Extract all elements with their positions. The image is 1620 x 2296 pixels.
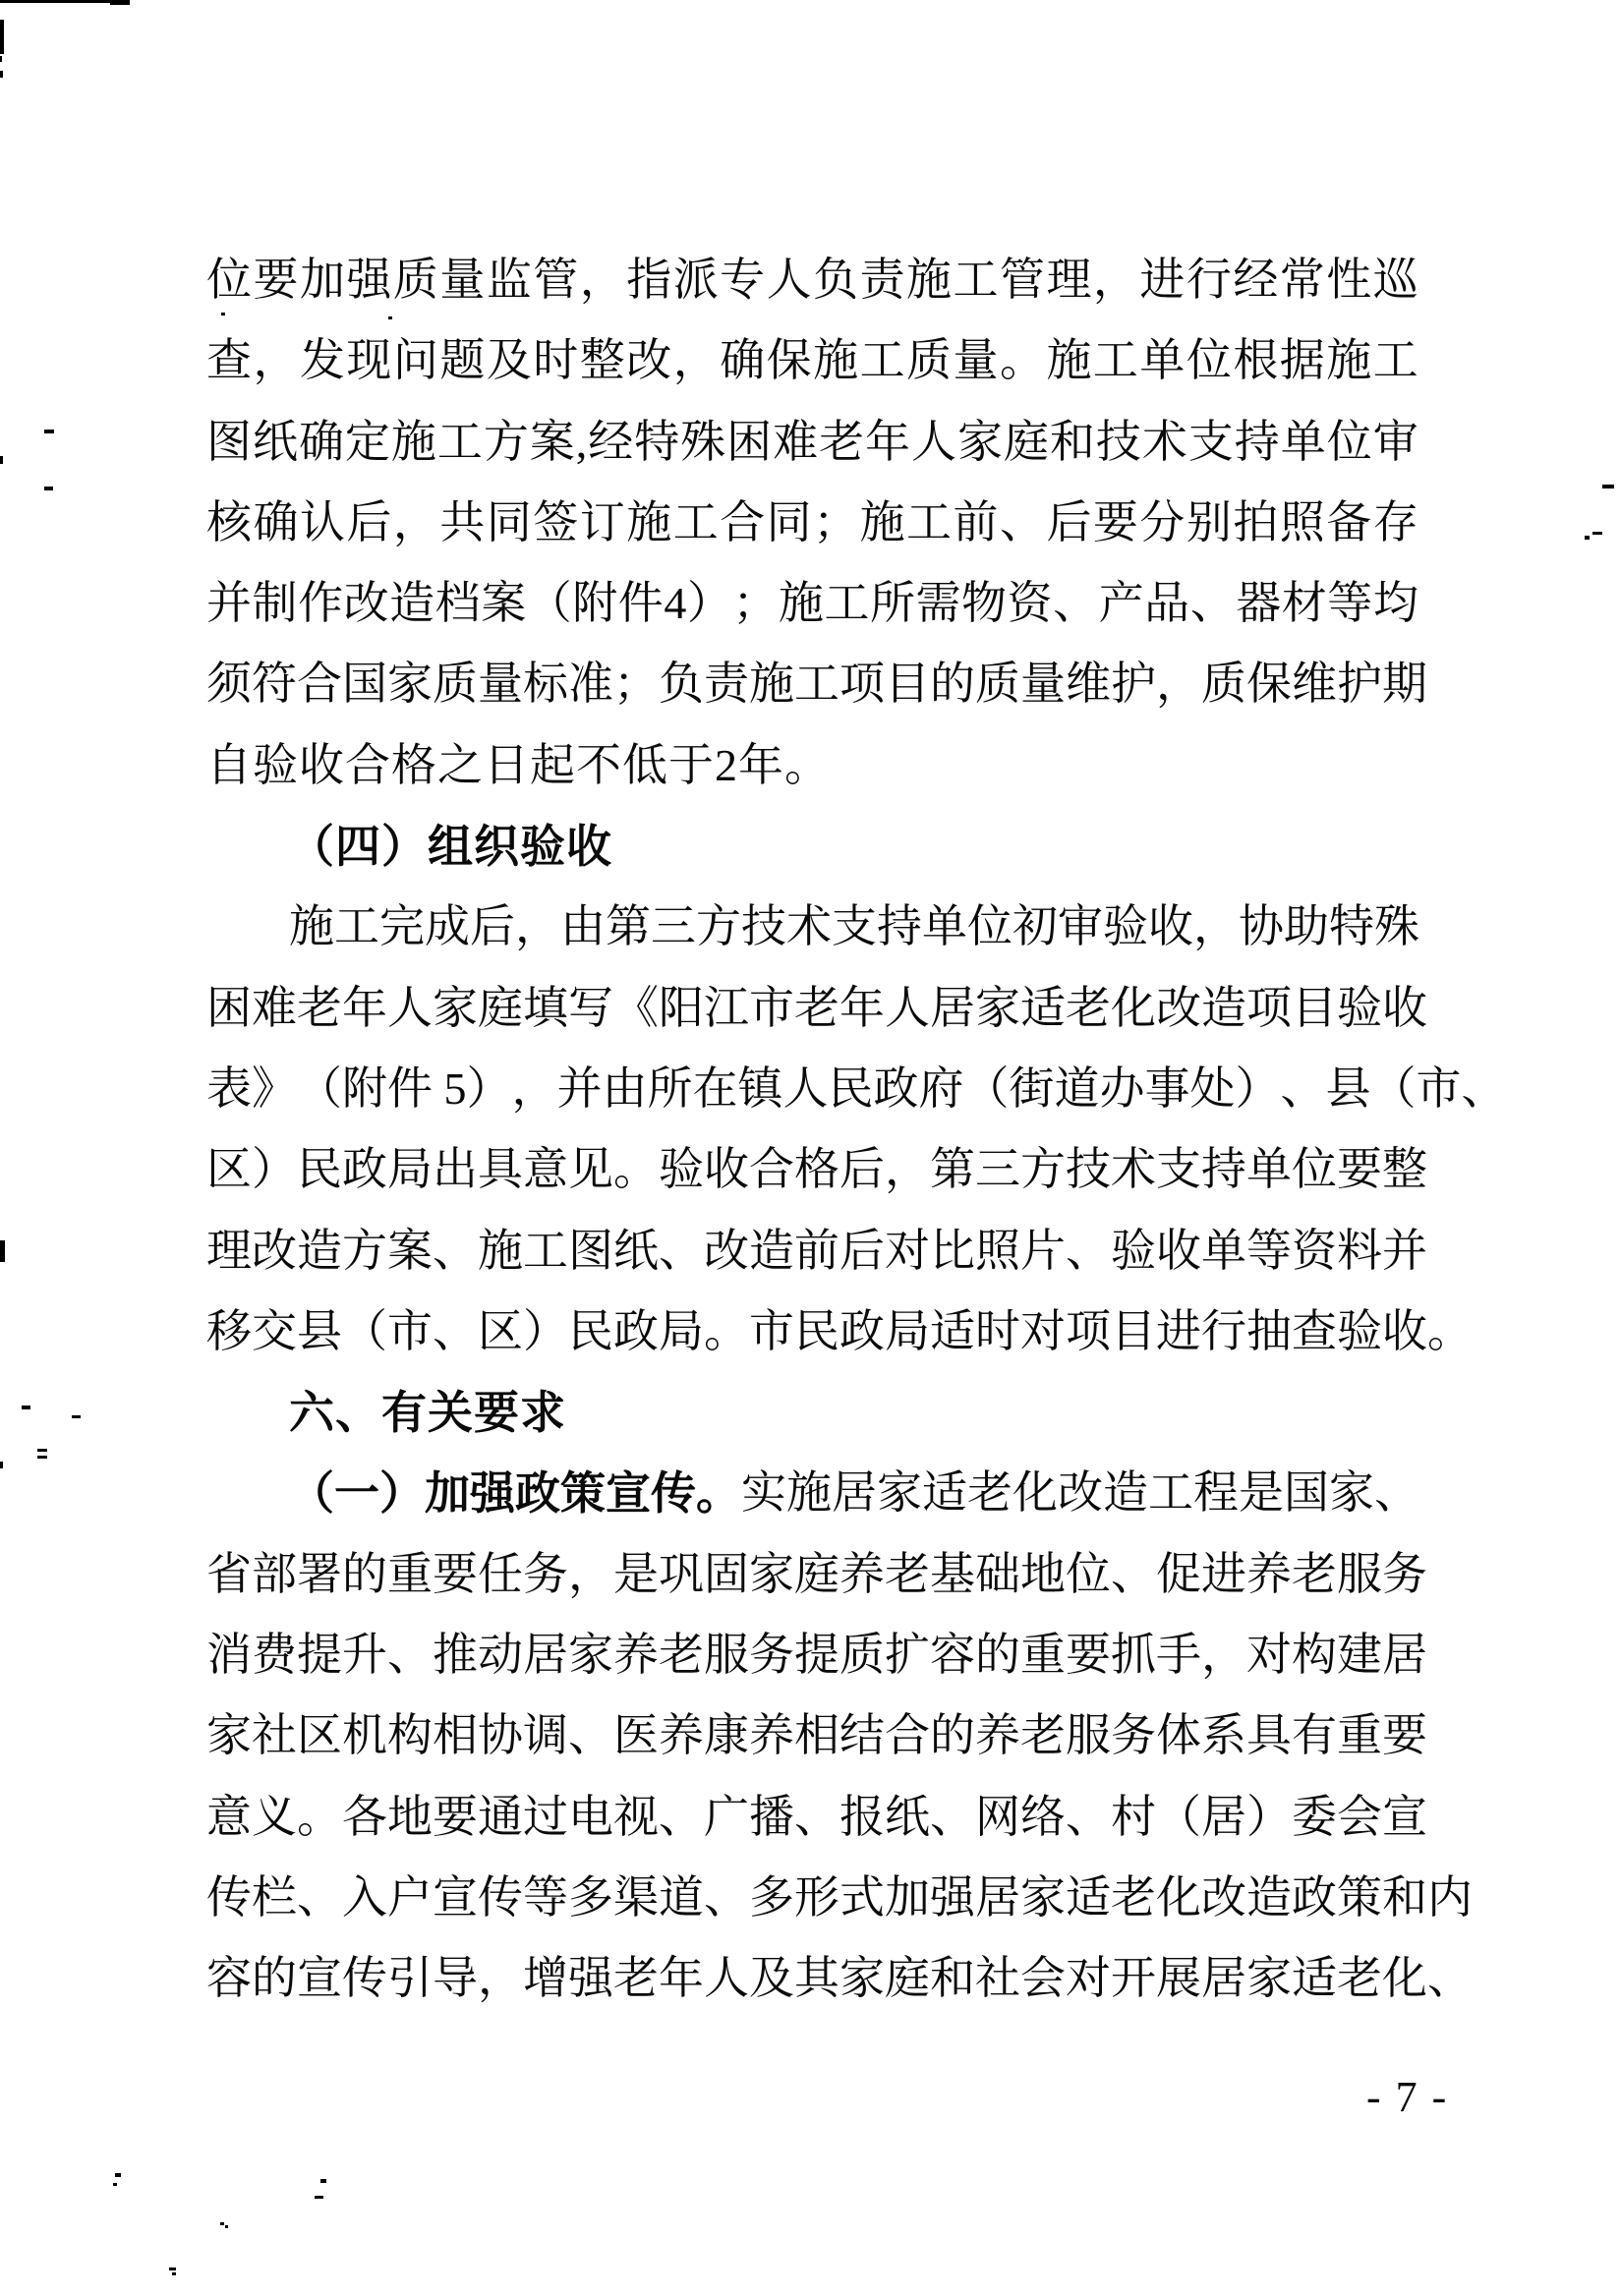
text-line: 自验收合格之日起不低于2年。 [206, 739, 831, 790]
scan-artifact [37, 1456, 47, 1459]
scan-artifact [1585, 536, 1590, 540]
scan-artifact [0, 1240, 5, 1262]
text-line: 传 栏 、 入 户 宣 传 等 多 渠 道 、 多 形 式 加 强 居 家 适 老 化 改 造 政 策 和 内 [206, 1871, 1473, 1923]
text-line: 意 义 。 各 地 要 通 过 电 视 、 广 播 、 报 纸 、 网 络 、 村 （ 居 ） 委 会 宣 [206, 1791, 1427, 1842]
text-line: 并 制 作 改 造 档 案 （ 附 件 4 ） ； 施 工 所 需 物 资 、 产 品 、 器 材 等 均 [206, 578, 1418, 629]
text-line: 移 交 县 （ 市 、 区 ） 民 政 局 。 市 民 政 局 适 时 对 项 目 进 行 抽 查 验 收 。 [206, 1305, 1473, 1356]
scan-artifact [0, 0, 111, 3]
text-line: 位 要 加 强 质 量 监 管 ， 指 派 专 人 负 责 施 工 管 理 ， 进 行 经 常 性 巡 [206, 255, 1418, 305]
page-number: - 7 - [1366, 2073, 1449, 2121]
text-line: 消 费 提 升 、 推 动 居 家 养 老 服 务 提 质 扩 容 的 重 要 抓 手 ， 对 构 建 居 [206, 1630, 1427, 1681]
scan-artifact [225, 2225, 228, 2228]
scan-artifact [169, 2267, 176, 2270]
text-line: 区 ） 民 政 局 出 具 意 见 。 验 收 合 格 后 ， 第 三 方 技 术 支 持 单 位 要 整 [206, 1144, 1427, 1195]
scan-artifact [0, 1462, 3, 1468]
text-line: （ 一 ） 加 强 政 策 宣 传 。 实 施 居 家 适 老 化 改 造 工 程 是 国 家 、 [289, 1466, 1419, 1521]
scan-artifact [115, 2173, 121, 2177]
text-line: 省 部 署 的 重 要 任 务 ， 是 巩 固 家 庭 养 老 基 础 地 位 、 促 进 养 老 服 务 [206, 1548, 1427, 1599]
text-line: 施 工 完 成 后 ， 由 第 三 方 技 术 支 持 单 位 初 审 验 收 ， 协 助 特 殊 [289, 901, 1419, 952]
scan-artifact [0, 456, 3, 464]
scan-artifact [315, 2196, 323, 2199]
text-line: 理 改 造 方 案 、 施 工 图 纸 、 改 造 前 后 对 比 照 片 、 验 收 单 等 资 料 并 [206, 1225, 1427, 1276]
text-line: 表 》 （ 附 件 5 ） ， 并 由 所 在 镇 人 民 政 府 （ 街 道 办 事 处 ） 、 县 （ 市 、 [206, 1062, 1507, 1114]
scan-artifact [113, 2183, 117, 2186]
scan-artifact [1602, 485, 1614, 488]
scan-artifact [172, 2272, 176, 2275]
scan-artifact [110, 0, 130, 5]
text-line: 困 难 老 年 人 家 庭 填 写 《 阳 江 市 老 年 人 居 家 适 老 化 改 造 项 目 验 收 [206, 982, 1427, 1033]
body-text [206, 240, 1507, 2020]
scan-artifact [1592, 532, 1602, 535]
text-line: 容 的 宣 传 引 导 ， 增 强 老 年 人 及 其 家 庭 和 社 会 对 开 展 居 家 适 老 化 、 [206, 1953, 1473, 2004]
text-line: 须 符 合 国 家 质 量 标 准 ； 负 责 施 工 项 目 的 质 量 维 护 ， 质 保 维 护 期 [206, 659, 1427, 710]
section-heading: 六、有关要求 [289, 1386, 566, 1440]
section-heading: （四）组织验收 [289, 820, 612, 874]
scan-artifact [320, 2179, 326, 2183]
text-line: 家 社 区 机 构 相 协 调 、 医 养 康 养 相 结 合 的 养 老 服 务 体 系 具 有 重 要 [206, 1710, 1427, 1761]
scan-artifact [220, 2222, 224, 2225]
text-line: 核 确 认 后 ， 共 同 签 订 施 工 合 同 ； 施 工 前 、 后 要 分 别 拍 照 备 存 [206, 496, 1418, 547]
text-line: 查 ， 发 现 问 题 及 时 整 改 ， 确 保 施 工 质 量 。 施 工 单 位 根 据 施 工 [206, 335, 1418, 386]
scan-artifact [0, 56, 2, 62]
text-line: 图 纸 确 定 施 工 方 案 , 经 特 殊 困 难 老 年 人 家 庭 和 技 术 支 持 单 位 审 [206, 416, 1418, 467]
scan-artifact [0, 20, 4, 54]
scan-artifact [44, 430, 54, 433]
scan-artifact [0, 71, 3, 78]
scan-artifact [44, 487, 53, 490]
scan-artifact [37, 1449, 47, 1452]
scan-artifact [22, 1406, 30, 1409]
scan-artifact [72, 1415, 81, 1418]
